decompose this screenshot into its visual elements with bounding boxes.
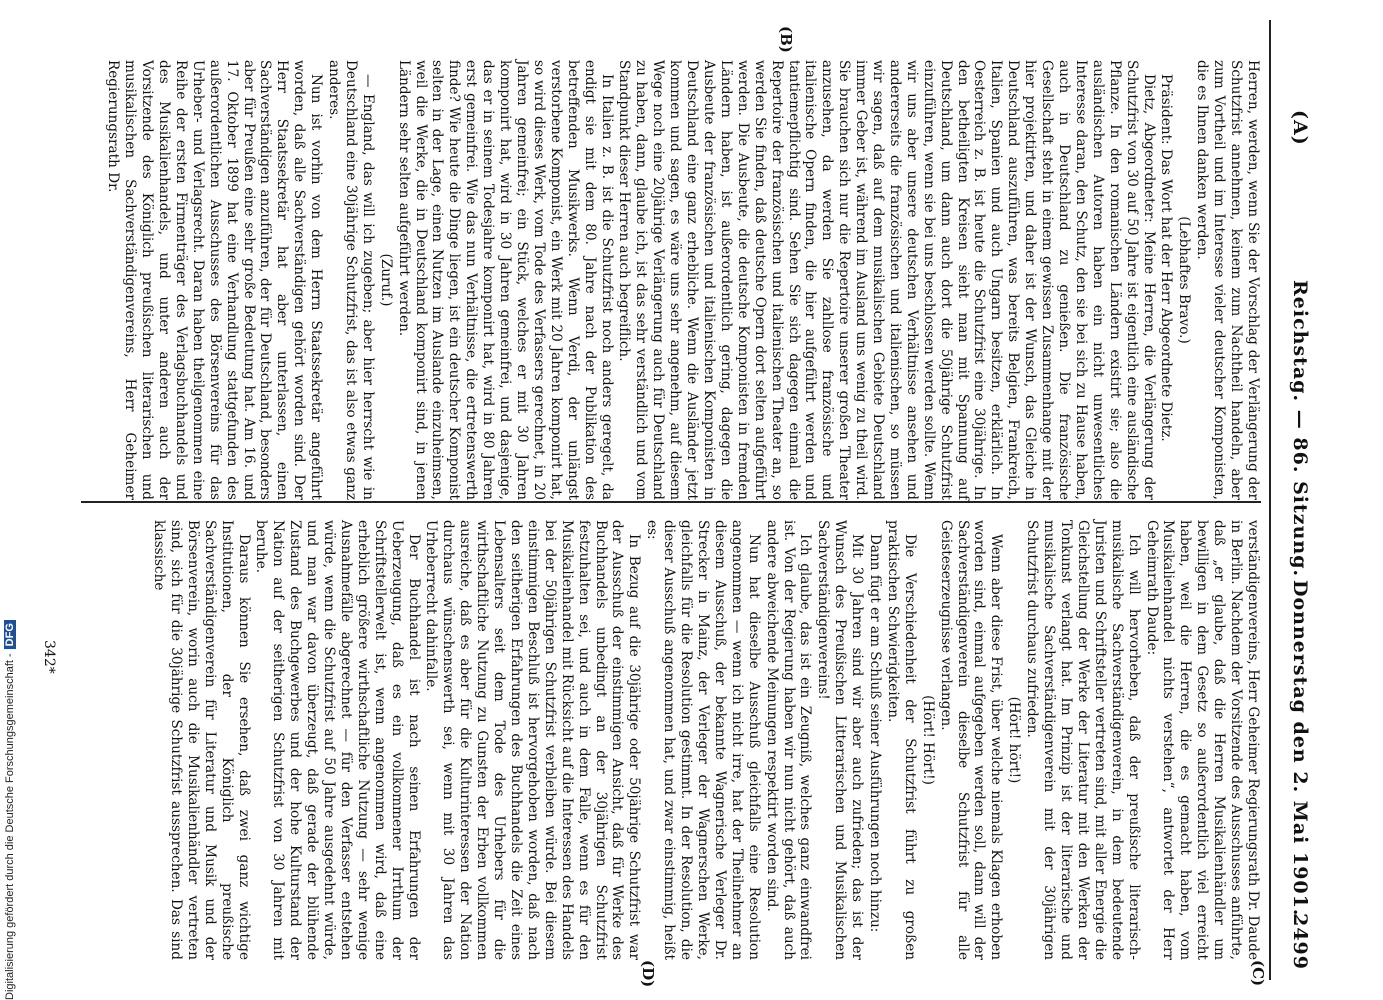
paragraph: Ich glaube, das ist ein Zeugniß, welches ganz einwandfrei ist. Von der Regierung haben wir nun nicht gehört, daß auch andere abweichende Meinungen respektirt worden sind. <box>763 520 814 960</box>
margin-marker-a: (A) <box>1289 110 1311 146</box>
dfg-logo: DFG <box>4 620 16 649</box>
page-number: 2499 <box>1289 913 1311 970</box>
interjection: (Lebhaftes Bravo.) <box>1176 216 1193 344</box>
session-date: Donnerstag den 2. Mai 1901. <box>1289 580 1311 917</box>
paragraph: verständigenvereins, Herr Geheimer Regierungsrath Dr. Daude in Berlin. Nachdem der Vorsitzende des Ausschusses anführte, daß „er glaube, daß die Herren Musikalienhändler um bewilligen in dem Gesetz so außerordentlich viel erreicht haben, weil die Herren, die es gemacht haben, vom Musikalienhandel nichts verstehen“, antwortet der Herr Geheimrath Daude: <box>1143 520 1261 960</box>
paragraph: Herren, werden, wenn Sie der Vorschlag der Verlängerung der Schutzfrist annehmen, keinem zum Nachtheil handeln, aber zum Vortheil und im Interesse vieler deutscher Komponisten, die es Ihnen danken werden. <box>1194 60 1261 500</box>
digitization-text: Digitalisierung gefördert durch die Deutsche Forschungsgemeinschaft - <box>4 653 16 1000</box>
page-header <box>1277 20 1311 980</box>
paragraph: Nun ist vorhin von dem Herrn Staatssekretär angeführt worden, daß alle Sachverständigen gehört worden sind. Der Herr Staatssekretär hat aber unterlassen, einen Sachverständigen anzuführen, der für Deutschland, besonders aber für Preußen eine sehr große Bedeutung hat. Am 16. und 17. Oktober 1899 hat eine Verhandlung stattgefunden des außerordentlichen Ausschusses des Börsenvereins für das Urheber- und Verlagsrecht. Daran haben theilgenommen eine Reihe der ersten Firmenträger des Verlagsbuchhandels und des Musikalienhandels, und unter anderen auch der Vorsitzende des Königlich preußischen literarischen und musikalischen Sachverständigenvereins, Herr Geheimer Regierungsrath Dr. <box>105 60 325 500</box>
session-title: Reichstag. — 86. Sitzung. <box>1289 280 1311 578</box>
quote: In Bezug auf die 30jährige oder 50jährige Schutzfrist war der Ausschuß der einstimmigen Ansicht, daß für Werke des Buchhandels unbedingt an der 30jährigen Schutzfrist festzuhalten sei, und auch in dem Falle, wenn es für den Musikalienhandel mit Rücksicht auf die Interessen des Handels bei der 50jährigen Schutzfrist verbleiben würde. Bei diesem einstimmigen Beschluß ist hervorgehoben worden, daß nach den seitherigen Erfahrungen des Buchhandels die Zeit eines Lebensalters seit dem Tode des Urhebers für die wirthschaftliche Nutzung zu Gunsten der Erben vollkommen ausreiche, daß es aber für die Kulturinteressen der Nation durchaus wünschenswerth sei, wenn mit 30 Jahren das Urheberrecht dahinfalle. <box>423 520 643 960</box>
quote: Wenn aber diese Frist, über welche niemals Klagen erhoben worden sind, einmal aufgegeben werden soll, dann will der Sachverständigenverein dieselbe Schutzfrist für alle Geisteserzeugnisse verlangen. <box>937 520 1005 960</box>
paragraph: Dietz, Abgeordneter: Meine Herren, die Verlängerung der Schutzfrist von 30 auf 50 Jahre ist eigentlich eine ausländische Pflanze. In den romanischen Ländern existirt sie; also die ausländischen Autoren haben ein nicht unwesentliches Interesse daran, den Schutz, den sie bei sich zu Hause haben, auch in Deutschland zu genießen. Die französische Gesellschaft steht in einem gewissen Zusammenhange mit der hier projektirten, und daher ist der Wunsch, das Gleiche in Deutschland auszuführen, was bereits Belgien, Frankreich, Italien, Spanien und auch Ungarn besitzen, erklärlich. In Oesterreich z. B. ist heute die Schutzfrist eine 30jährige. In den betheiligten Kreisen sieht man mit Spannung auf Deutschland, um dann auch dort die 50jährige Schutzfrist einzuführen, wenn sie bei uns beschlossen werden sollte. Wenn wir uns aber unsere deutschen Verhältnisse ansehen und andererseits die französischen und italienischen, so müssen wir sagen, daß auf dem musikalischen Gebiete Deutschland immer Geber ist, während im Ausland uns wenig zu theil wird. Sie brauchen sich nur die Repertoire unserer großen Theater anzusehen, da werden Sie zahllose französische und italienische Opern finden, die hier aufgeführt werden und tantiemepflichtig sind. Sehen Sie sich dagegen einmal die Repertoire der französischen und italienischen Theater an, so werden Sie finden, daß deutsche Opern dort selten aufgeführt werden. Die Ausbeute, die deutsche Komponisten in fremden Ländern haben, ist außerordentlich gering, dagegen die Ausbeute der französischen und italienischen Komponisten in Deutschland eine ganz erhebliche. Wenn die Ausländer jetzt kommen und sagen, es wäre uns sehr angenehm, auf diesem Wege noch eine 20jährige Verlängerung auch für Deutschland zu haben, dann, glaube ich, ist das sehr verständlich und vom Standpunkt dieser Herren auch begreiflich. <box>616 60 1157 500</box>
quote: Ich will hervorheben, daß der preußische literarisch-musikalische Sachverständigenverein, in dem bedeutende Juristen und Schriftsteller vertreten sind, mit aller Energie die Gleichstellung der Werke der Literatur mit den Werken der Tonkunst verlangt hat. Im Prinzip ist der literarische und musikalische Sachverständigenverein mit der 30jährigen Schutzfrist durchaus zufrieden. <box>1024 520 1142 960</box>
margin-marker-c: (C) <box>1249 960 1267 987</box>
quote: Mit 30 Jahren sind wir aber auch zufrieden; das ist der Wunsch des Preußischen Litterarischen und Musikalischen Sachverständigenvereins! <box>815 520 866 960</box>
paragraph: Nun hat dieselbe Ausschuß gleichfalls eine Resolution angenommen — wenn ich nicht irre, hat der Theilnehmer an diesem Ausschuß, der bekannte Wagnerische Verleger Dr. Strecker in Mainz, der Verleger der Wagnerschen Werke, gleichfalls für die Resolution gestimmt. In der Resolution, die dieser Ausschuß angenommen hat, und zwar einstimmig, heißt es: <box>644 520 762 960</box>
interjection: (Hört! hört!) <box>1006 696 1023 784</box>
margin-marker-d: (D) <box>639 960 657 988</box>
right-column <box>149 520 1261 960</box>
interjection: (Hört! Hört!) <box>919 695 936 785</box>
paragraph: Daraus können Sie ersehen, daß zwei ganz wichtige Institutionen, der Königlich preußische Sachverständigenverein für Literatur und Musik und der Börsenverein, worin auch die Musikalienhändler vertreten sind, sich für die 30jährige Schutzfrist aussprechen. Das sind klassische <box>151 520 252 960</box>
quote: Der Buchhandel ist nach seinen Erfahrungen der Ueberzeugung, daß es ein vollkommener Irrthum der Schriftstellerwelt ist, wenn angenommen wird, daß eine erheblich größere wirthschaftliche Nutzung — sehr wenige Ausnahmefälle abgerechnet — für den Verfasser entstehen würde, wenn die Schutzfrist auf 50 Jahre ausgedehnt würde, und man war davon überzeugt, daß gerade der blühende Zustand des Buchgewerbes und der hohe Kulturstand der Nation auf der seitherigen Schutzfrist von 30 Jahren mit beruhe. <box>253 520 422 960</box>
paragraph: Präsident: Das Wort hat der Herr Abgeordnete Dietz. <box>1158 74 1175 442</box>
left-column <box>103 60 1261 500</box>
paragraph: — England, das will ich zugeben; aber hier herrscht wie in Deutschland eine 30jährige Schutzfrist, das ist also etwas ganz anderes. <box>326 60 376 500</box>
header-rule <box>1269 20 1271 980</box>
margin-marker-b: (B) <box>777 26 795 53</box>
column-divider <box>81 501 1261 503</box>
rotated-page-content <box>25 0 1325 1000</box>
signature-mark: 342* <box>41 640 57 674</box>
digitization-note <box>4 620 16 1000</box>
interjection: (Zuruf.) <box>377 253 394 307</box>
paragraph: Dann fügt er am Schluß seiner Ausführungen noch hinzu: <box>867 534 884 933</box>
paragraph: In Italien z. B. ist die Schutzfrist noch anders geregelt, da endigt sie mit dem 80. Jahre nach der Publikation des betreffenden Musikwerks. Wenn Verdi, der unlängst verstorbene Komponist, ein Werk mit 20 Jahren komponirt hat, so wird dieses Werk, vom Tode des Verfassers gerechnet, in 20 Jahren gemeinfrei; ein Stück, welches er mit 30 Jahren komponirt hat, wird in 30 Jahren gemeinfrei, und dasjenige, das er in seinem Todesjahre komponirt hat, wird in 80 Jahren erst gemeinfrei. Wie das nun Verhältnisse, die ertretenswerth finde? Wie heute die Dinge liegen, ist ein deutscher Komponist selten in der Lage, einen Nutzen im Auslande einzuheimsen, weil die Werke, die in Deutschland komponirt sind, in jenen Ländern sehr selten aufgeführt werden. <box>395 60 615 500</box>
quote: Die Verschiedenheit der Schutzfrist führt zu großen praktischen Schwierigkeiten. <box>884 520 918 960</box>
